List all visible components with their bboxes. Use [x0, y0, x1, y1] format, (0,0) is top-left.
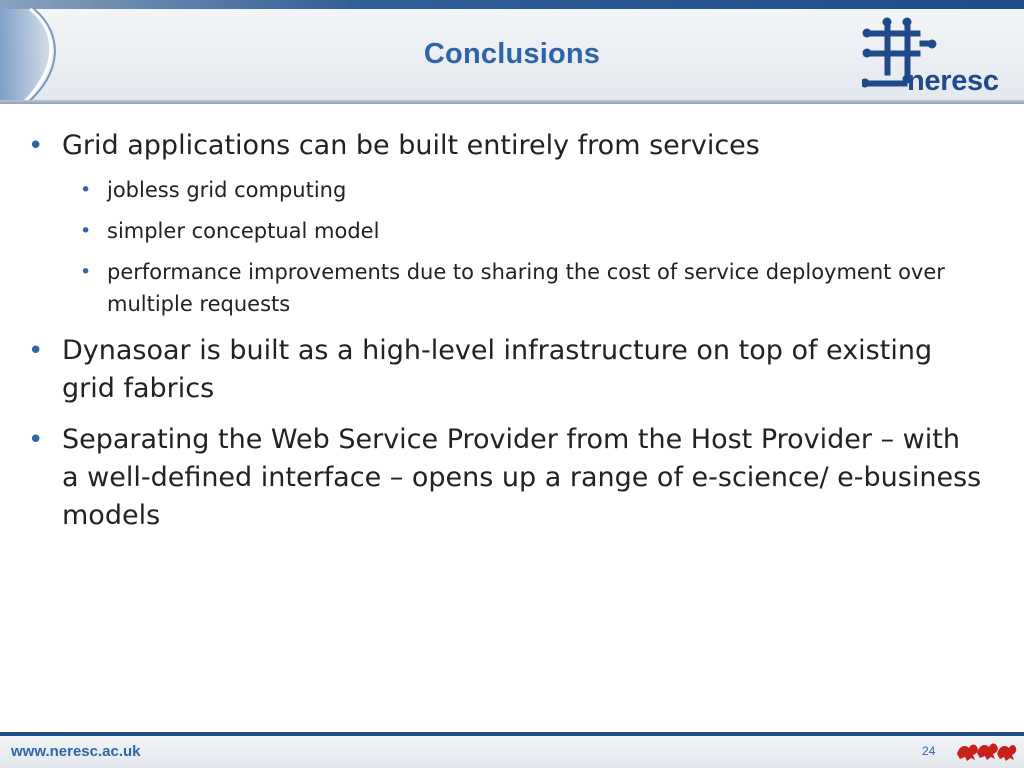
header-accent-strip: [0, 0, 1024, 9]
bullet-level1: • Grid applications can be built entirely from services: [62, 127, 982, 165]
slide-footer: [0, 736, 1024, 768]
page-number: 24: [922, 744, 936, 758]
slide-title: Conclusions: [423, 38, 601, 70]
footer-url-link[interactable]: www.neresc.ac.uk: [11, 743, 141, 760]
header-divider: [0, 100, 1024, 104]
bullet-level1: • Dynasoar is built as a high-level infrastructure on top of existing grid fabrics: [62, 332, 982, 408]
bullet-level2: • performance improvements due to sharing the cost of service deployment over multiple requests: [107, 256, 977, 320]
bullet-level1: • Separating the Web Service Provider from the Host Provider – with a well-defined interface – opens up a range of e-science/ e-business models: [62, 421, 982, 535]
red-lions-crest-icon: [955, 740, 1017, 764]
bullet-level2: • simpler conceptual model: [107, 215, 977, 247]
logo-wordmark: neresc: [907, 65, 999, 97]
bullet-level2: • jobless grid computing: [107, 174, 977, 206]
